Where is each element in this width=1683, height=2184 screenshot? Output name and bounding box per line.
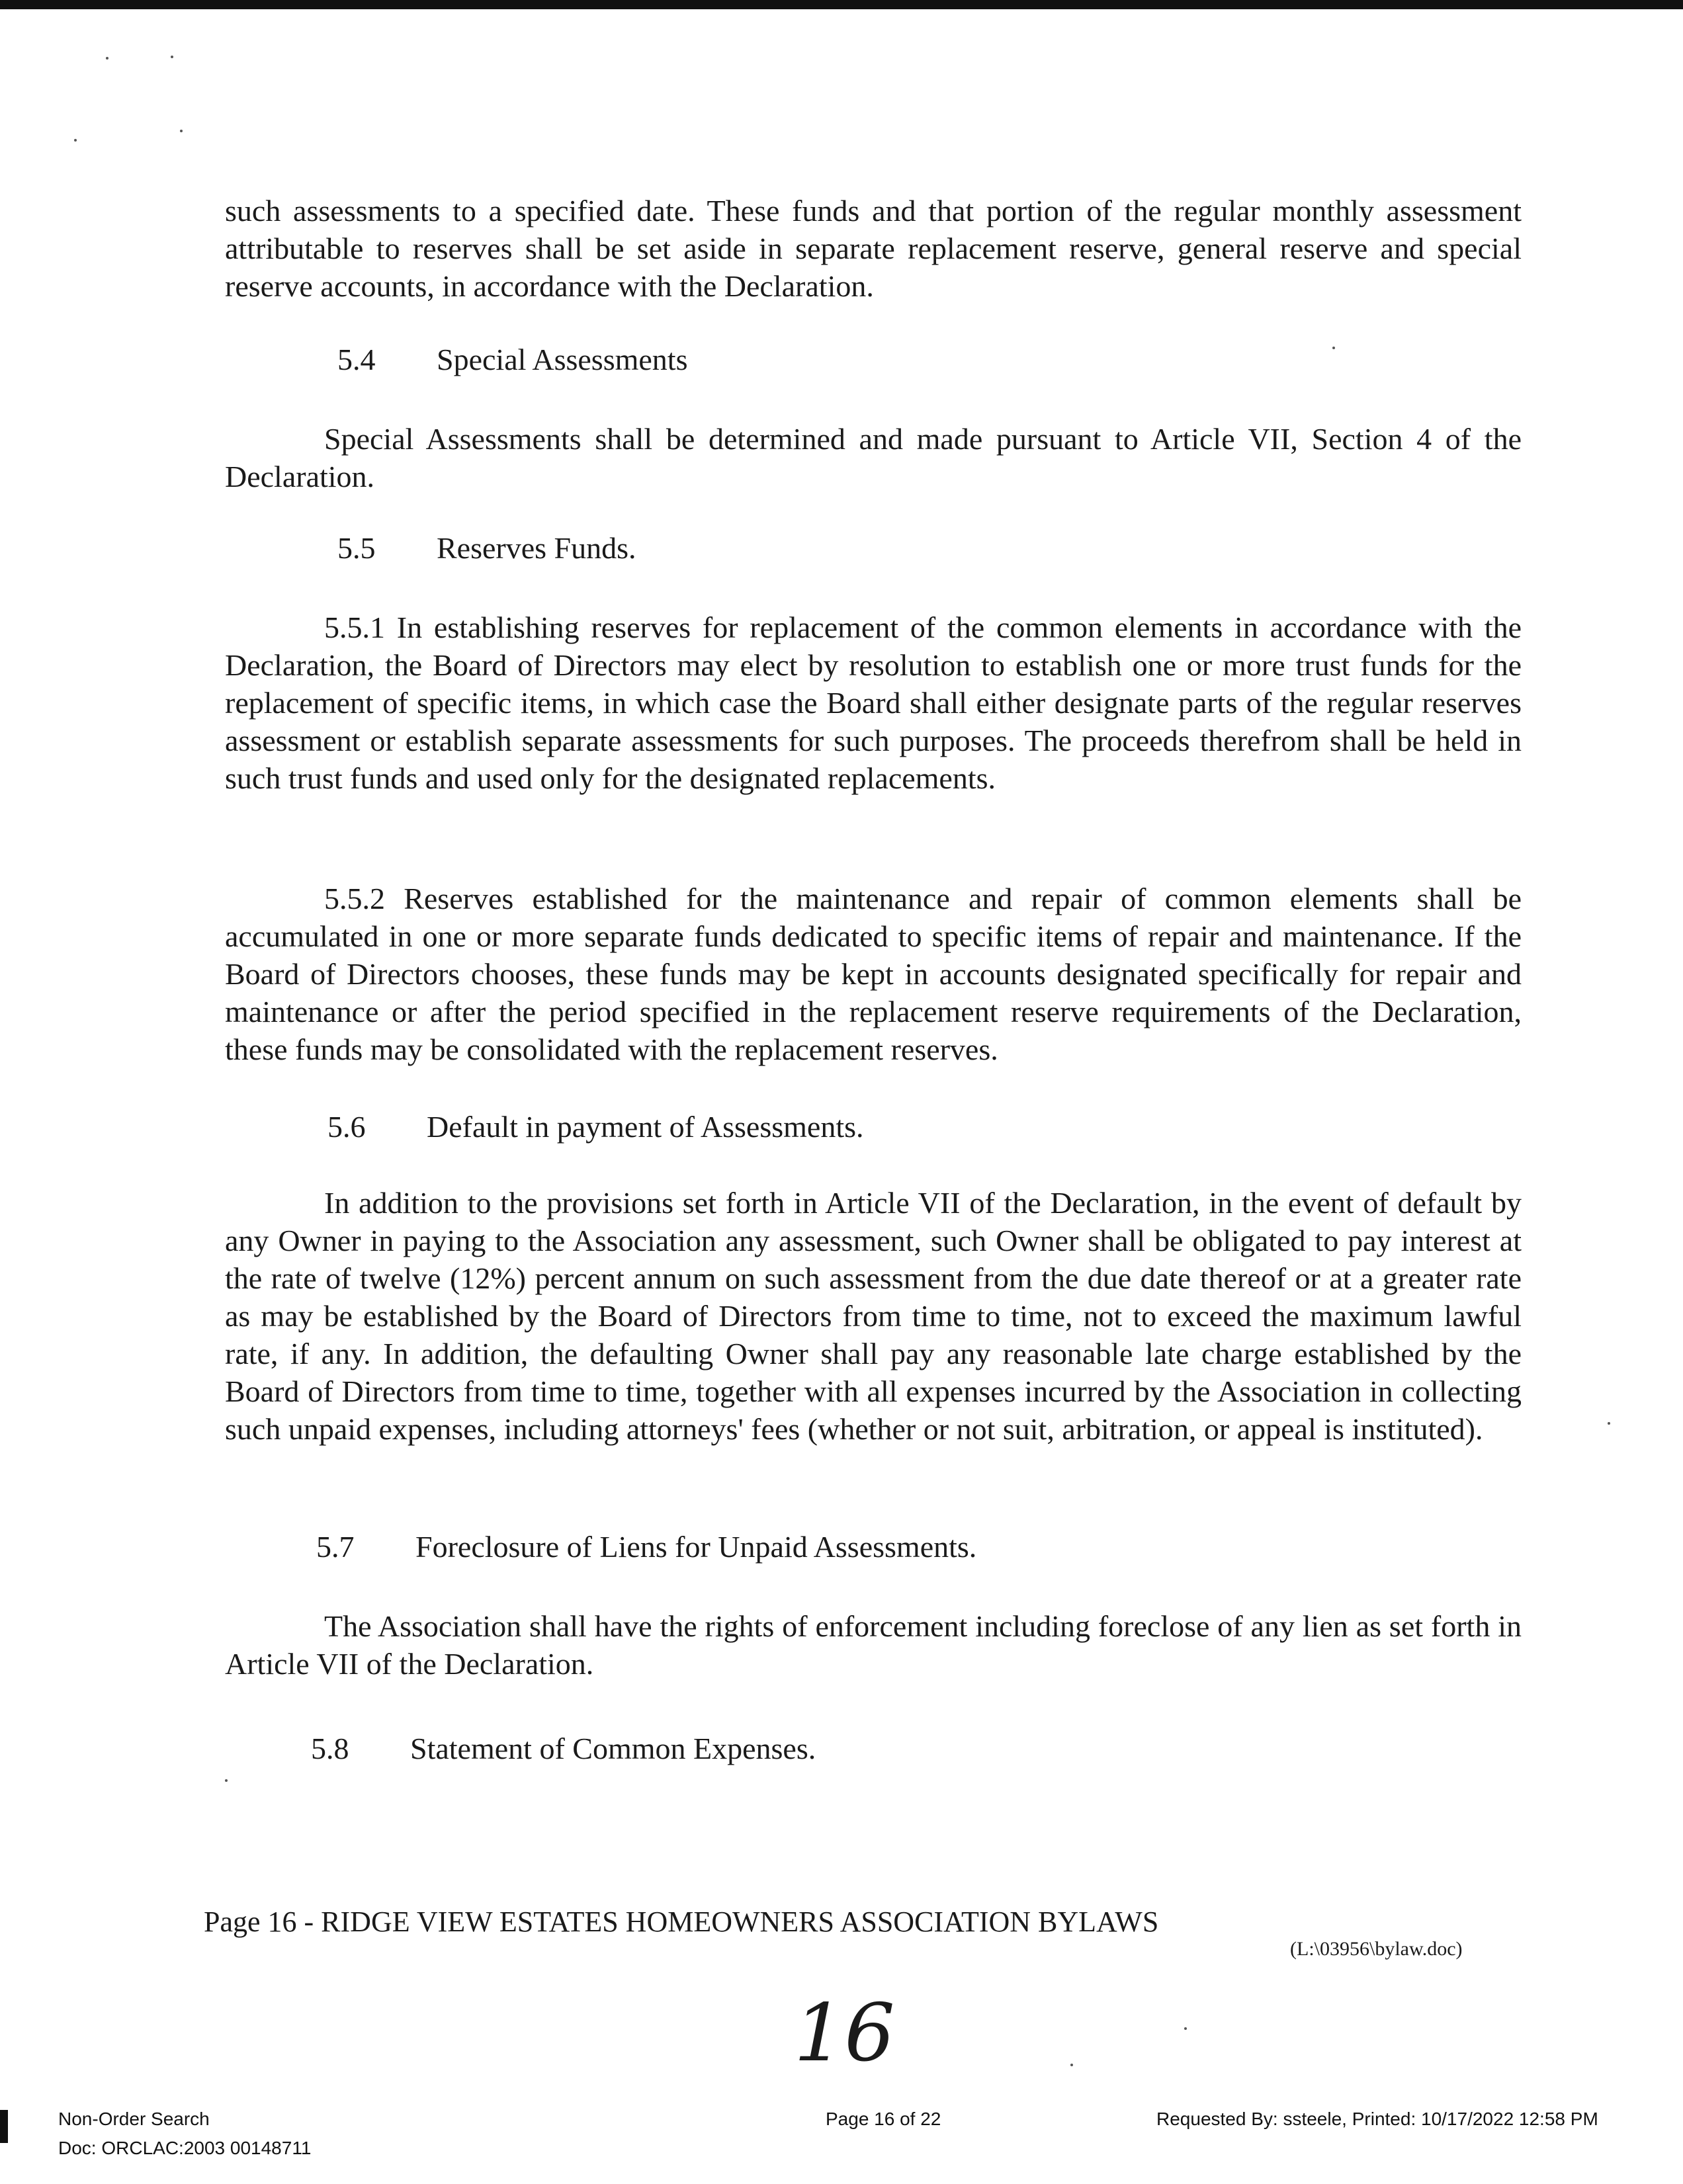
- scan-speck: [1184, 2027, 1187, 2030]
- scan-speck: [1332, 347, 1335, 349]
- scan-speck: [180, 130, 183, 132]
- section-title: Statement of Common Expenses.: [410, 1732, 816, 1765]
- section-5-7-paragraph: The Association shall have the rights of enforcement including foreclose of any lien as set forth in Article VII of the Declaration.: [225, 1609, 1522, 1681]
- section-5-5-heading: [337, 529, 636, 567]
- section-number: 5.5: [337, 531, 376, 565]
- section-title: Reserves Funds.: [437, 531, 636, 565]
- section-5-4-heading: [337, 341, 687, 378]
- footer-file-reference: (L:\03956\bylaw.doc): [1290, 1938, 1463, 1960]
- section-5-6-paragraph: In addition to the provisions set forth in Article VII of the Declaration, in the event of default by any Owner in paying to the Association any assessment, such Owner shall be obligated to pay interest at the rate of twelve (12%) percent annum on such assessment from the due date thereof or at a greater rate as may be established by the Board of Directors from time to time, not to exceed the maximum lawful rate, if any. In addition, the defaulting Owner shall pay any reasonable late charge established by the Board of Directors from time to time, together with all expenses incurred by the Association in collecting such unpaid expenses, including attorneys' fees (whether or not suit, arbitration, or appeal is instituted).: [225, 1186, 1522, 1446]
- scan-speck: [1608, 1422, 1610, 1425]
- scan-speck: [74, 139, 77, 142]
- scan-speck: [225, 1779, 228, 1782]
- intro-paragraph: such assessments to a specified date. These funds and that portion of the regular monthly assessment attributable to reserves shall be set aside in separate replacement reserve, general reserve and special reserve accounts, in accordance with the Declaration.: [225, 194, 1522, 303]
- scan-left-edge-mark: [0, 2110, 8, 2143]
- section-number: 5.6: [327, 1110, 366, 1144]
- section-title: Special Assessments: [437, 343, 688, 376]
- scan-speck: [171, 56, 173, 58]
- section-title: Foreclosure of Liens for Unpaid Assessments.: [415, 1530, 977, 1564]
- handwritten-page-number: 16: [794, 1988, 895, 2079]
- section-number: 5.8: [311, 1732, 349, 1765]
- stamp-requested-by: Requested By: ssteele, Printed: 10/17/2022 12:58 PM: [1156, 2109, 1598, 2129]
- stamp-doc-id: Doc: ORCLAC:2003 00148711: [58, 2138, 312, 2158]
- stamp-page-count: Page 16 of 22: [826, 2109, 941, 2129]
- section-5-8-heading: [311, 1730, 816, 1767]
- footer-page-title: Page 16 - RIDGE VIEW ESTATES HOMEOWNERS ASSOCIATION BYLAWS: [204, 1906, 1159, 1938]
- scan-speck: [106, 57, 108, 60]
- section-5-7-heading: [316, 1528, 976, 1566]
- subsection-5-5-2-paragraph: 5.5.2 Reserves established for the maintenance and repair of common elements shall be accumulated in one or more separate funds dedicated to specific items of repair and maintenance. If the Board of Directors chooses, these funds may be kept in accounts designated specifically for repair and maintenance or after the period specified in the replacement reserve requirements of the Declaration, these funds may be consolidated with the replacement reserves.: [225, 882, 1522, 1066]
- section-number: 5.7: [316, 1530, 355, 1564]
- section-title: Default in payment of Assessments.: [427, 1110, 864, 1144]
- section-number: 5.4: [337, 343, 376, 376]
- subsection-5-5-1-paragraph: 5.5.1 In establishing reserves for replacement of the common elements in accordance with the Declaration, the Board of Directors may elect by resolution to establish one or more trust funds for the replacement of specific items, in which case the Board shall either designate parts of the regular reserves assessment or establish separate assessments for such purposes. The proceeds therefrom shall be held in such trust funds and used only for the designated replacements.: [225, 610, 1522, 795]
- stamp-search-type: Non-Order Search: [58, 2109, 210, 2129]
- section-5-6-heading: [327, 1108, 864, 1146]
- section-5-4-paragraph: Special Assessments shall be determined and made pursuant to Article VII, Section 4 of the Declaration.: [225, 422, 1522, 493]
- scan-speck: [1070, 2064, 1073, 2066]
- scan-top-edge: [0, 0, 1683, 9]
